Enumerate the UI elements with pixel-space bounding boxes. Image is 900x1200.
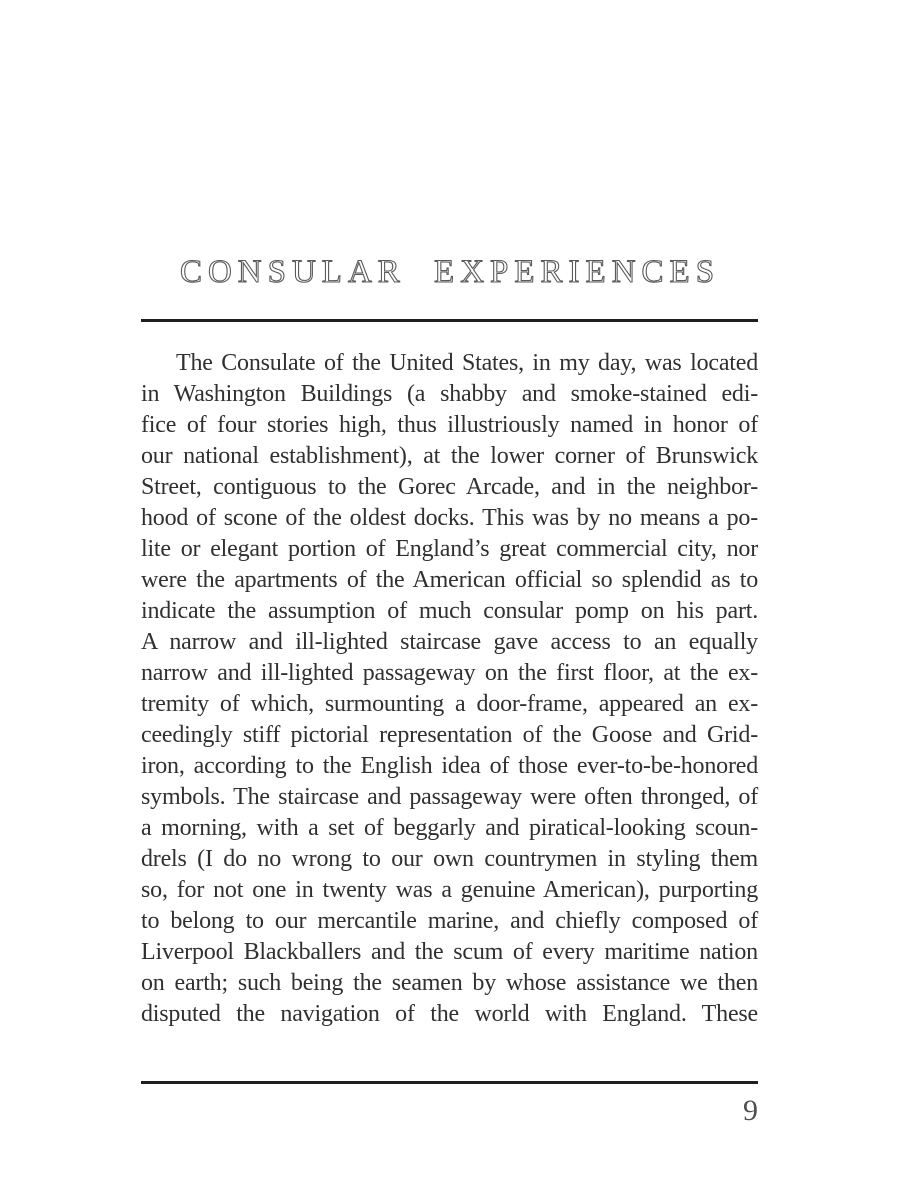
text-line: ceedingly stiff pictorial representation of the Goose and Grid-: [141, 722, 758, 748]
title-rule: [141, 319, 758, 322]
text-line: so, for not one in twenty was a genuine American), purporting: [141, 877, 758, 903]
text-line: The Consulate of the United States, in my day, was located: [176, 350, 758, 376]
body-text: [141, 348, 758, 1030]
chapter-title: CONSULAR EXPERIENCES: [179, 254, 721, 290]
text-line: hood of scone of the oldest docks. This was by no means a po-: [141, 505, 758, 531]
text-line: Street, contiguous to the Gorec Arcade, and in the neighbor-: [141, 474, 758, 500]
text-line: iron, according to the English idea of those ever-to-be-honored: [141, 753, 758, 779]
text-line: were the apartments of the American official so splendid as to: [141, 567, 758, 593]
text-line: indicate the assumption of much consular pomp on his part.: [141, 598, 758, 624]
text-line: lite or elegant portion of England’s great commercial city, nor: [141, 536, 758, 562]
text-line: drels (I do no wrong to our own countrymen in styling them: [141, 846, 758, 872]
text-line: to belong to our mercantile marine, and chiefly composed of: [141, 908, 758, 934]
footer-rule: [141, 1081, 758, 1084]
text-line: tremity of which, surmounting a door-frame, appeared an ex-: [141, 691, 758, 717]
page-number: 9: [743, 1094, 758, 1127]
text-line: on earth; such being the seamen by whose assistance we then: [141, 970, 758, 996]
text-line: our national establishment), at the lower corner of Brunswick: [141, 443, 758, 469]
text-line: Liverpool Blackballers and the scum of every maritime nation: [141, 939, 758, 965]
text-line: disputed the navigation of the world with England. These: [141, 1001, 758, 1027]
text-line: A narrow and ill-lighted staircase gave access to an equally: [141, 629, 758, 655]
text-line: in Washington Buildings (a shabby and smoke-stained edi-: [141, 381, 758, 407]
text-line: fice of four stories high, thus illustriously named in honor of: [141, 412, 758, 438]
text-line: a morning, with a set of beggarly and piratical-looking scoun-: [141, 815, 758, 841]
text-line: symbols. The staircase and passageway were often thronged, of: [141, 784, 758, 810]
text-line: narrow and ill-lighted passageway on the first floor, at the ex-: [141, 660, 758, 686]
